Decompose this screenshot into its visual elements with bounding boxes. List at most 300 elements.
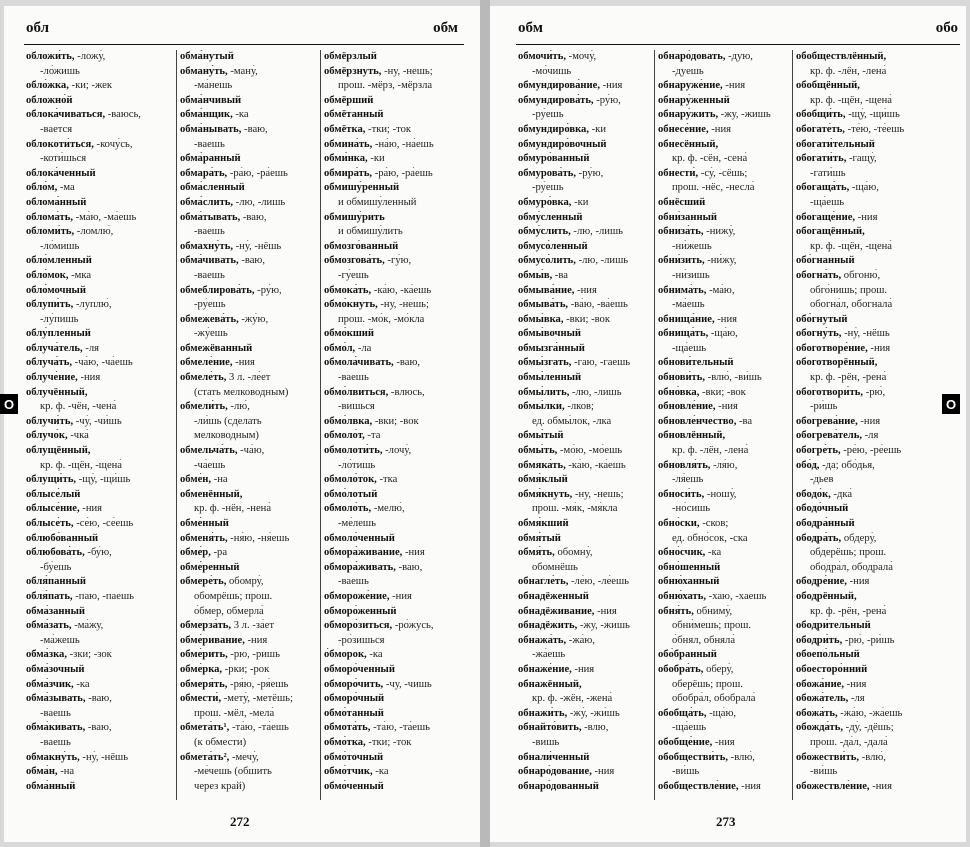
entry-continuation	[26, 561, 172, 576]
grammatical-forms: -жу́ешь	[194, 328, 228, 340]
headword: обмы́вочный	[518, 328, 581, 340]
dictionary-entry	[324, 50, 470, 65]
dictionary-entry	[796, 415, 942, 430]
dictionary-entry	[518, 721, 664, 736]
dictionary-entry	[26, 473, 172, 488]
grammatical-forms: -щу́, -щи́шь	[845, 109, 900, 121]
entry-continuation	[180, 590, 326, 605]
headword: обмяка́ть,	[518, 459, 566, 471]
dictionary-entry	[796, 342, 942, 357]
headword: обло́мок,	[26, 269, 69, 281]
dictionary-entry	[796, 181, 942, 196]
dictionary-entry	[26, 692, 172, 707]
entry-continuation	[180, 459, 326, 474]
entry-continuation	[796, 167, 942, 182]
dictionary-entry	[26, 532, 172, 547]
headword: обнови́тельный	[658, 357, 734, 369]
headword: обмолоти́ть,	[324, 445, 383, 457]
grammatical-forms: -лю, -лишь	[569, 386, 622, 398]
dictionary-entry	[658, 400, 804, 415]
headword: обновле́ние,	[658, 401, 716, 413]
grammatical-forms: -ману́,	[227, 65, 258, 77]
grammatical-forms: обниму́,	[693, 605, 733, 617]
grammatical-forms: -вишь	[532, 736, 560, 748]
entry-continuation	[324, 371, 470, 386]
grammatical-forms: -ро́зишься	[338, 634, 385, 646]
entry-continuation	[324, 634, 470, 649]
headword: облучо́к,	[26, 430, 68, 442]
headword: обма́сленный	[180, 182, 245, 194]
dictionary-entry	[658, 459, 804, 474]
entry-continuation	[796, 196, 942, 211]
grammatical-forms: -ваю,	[238, 255, 265, 267]
headword: обогрева́тель,	[796, 430, 862, 442]
grammatical-forms: -бу́ю,	[84, 547, 112, 559]
headword: обобществлённый,	[796, 51, 887, 62]
headword: обожа́ть,	[796, 707, 838, 719]
grammatical-forms: -мо́ю, -мо́ешь	[557, 445, 623, 457]
entry-continuation	[658, 152, 804, 167]
entry-continuation	[796, 473, 942, 488]
dictionary-entry	[180, 94, 326, 109]
grammatical-forms: -ма́ю,	[706, 284, 735, 296]
headword: облока́чиваться,	[26, 109, 106, 121]
grammatical-forms: -те́ю, -те́ешь	[844, 123, 905, 135]
grammatical-forms: -ло́тишь	[338, 459, 376, 471]
headword: обмахну́ть,	[180, 240, 233, 252]
entry-continuation	[518, 65, 664, 80]
entry-continuation	[324, 313, 470, 328]
grammatical-forms: -ния	[712, 736, 735, 748]
dictionary-entry	[518, 269, 664, 284]
dictionary-entry	[180, 648, 326, 663]
headword: обню́хать,	[658, 590, 707, 602]
header-rule	[516, 44, 960, 45]
dictionary-entry	[658, 211, 804, 226]
grammatical-forms: -ри́шь	[810, 401, 838, 413]
entry-continuation	[658, 692, 804, 707]
dictionary-entry	[26, 386, 172, 401]
grammatical-forms: -ния	[857, 415, 881, 427]
grammatical-forms: -ну́, -нёшь	[79, 751, 129, 763]
headword: обмёрзнуть,	[324, 65, 382, 77]
grammatical-forms: -ка	[73, 678, 90, 690]
headword: обмы́лки,	[518, 401, 565, 413]
dictionary-entry	[26, 751, 172, 766]
headword: обмина́ть,	[324, 138, 373, 150]
dictionary-entry	[518, 342, 664, 357]
entry-continuation	[180, 605, 326, 620]
headword: обогре́ть,	[796, 445, 841, 457]
grammatical-forms: -паю, -паешь	[72, 590, 134, 602]
dictionary-entry	[518, 225, 664, 240]
headword: обобщённый,	[796, 80, 860, 92]
headword: обогаща́ть,	[796, 182, 850, 194]
entry-continuation	[658, 765, 804, 780]
grammatical-forms: -ломлю́,	[74, 226, 114, 238]
headword: обмороже́ние,	[324, 590, 390, 602]
grammatical-forms: прош. -мя́к, -мя́кла	[532, 503, 618, 515]
headword: обло́мленный	[26, 255, 92, 267]
dictionary-entry	[518, 619, 664, 634]
dictionary-entry	[26, 429, 172, 444]
headword: обмы́ть,	[518, 445, 558, 457]
grammatical-forms: -ща́ешь	[672, 342, 707, 354]
headword: обнаро́дование,	[518, 766, 592, 778]
headword: обмо́тка,	[324, 736, 366, 748]
entry-continuation	[324, 196, 470, 211]
headword: обморо́женный	[324, 605, 397, 617]
grammatical-forms: -гати́шь	[810, 167, 846, 179]
entry-continuation	[26, 707, 172, 722]
dictionary-entry	[518, 517, 664, 532]
grammatical-forms: обобра́л, обобрала́	[672, 693, 756, 705]
grammatical-forms: о́бнял, обняла́	[672, 634, 736, 646]
grammatical-forms: обни́мешь; прош.	[672, 620, 752, 632]
dictionary-entry	[180, 123, 326, 138]
entry-continuation	[324, 79, 470, 94]
dictionary-entry	[324, 721, 470, 736]
dictionary-entry	[796, 692, 942, 707]
dictionary-entry	[324, 619, 470, 634]
headword: обмота́ть,	[324, 722, 371, 734]
headword: обнесённый,	[658, 138, 719, 150]
headword: обмёрший	[324, 94, 374, 106]
dictionary-entry	[518, 634, 664, 649]
running-head-left: обм	[518, 20, 543, 36]
dictionary-entry	[26, 342, 172, 357]
dictionary-entry	[324, 211, 470, 226]
dictionary-entry	[180, 211, 326, 226]
grammatical-forms: -ка	[232, 109, 249, 121]
entry-continuation	[26, 240, 172, 255]
grammatical-forms: -ношу́,	[704, 488, 737, 500]
dictionary-entry	[658, 561, 804, 576]
dictionary-entry	[324, 298, 470, 313]
dictionary-entry	[796, 79, 942, 94]
grammatical-forms: -лу́пишь	[40, 313, 79, 325]
entry-continuation	[796, 298, 942, 313]
entry-continuation	[658, 473, 804, 488]
entry-continuation	[26, 459, 172, 474]
headword: обнагле́ть,	[518, 576, 569, 588]
entry-continuation	[518, 561, 664, 576]
entry-continuation	[324, 517, 470, 532]
headword: обобществи́ть,	[658, 751, 729, 763]
entry-continuation	[796, 605, 942, 620]
column-3	[796, 50, 942, 794]
grammatical-forms: -ка	[372, 766, 389, 778]
dictionary-entry	[324, 473, 470, 488]
headword: обмеле́ть,	[180, 372, 227, 384]
dictionary-entry	[518, 751, 664, 766]
headword: обно́вка,	[658, 386, 700, 398]
grammatical-forms: -ча́ю,	[237, 445, 265, 457]
grammatical-forms: -ка	[705, 547, 722, 559]
grammatical-forms: -гу́ешь	[338, 269, 369, 281]
dictionary-entry	[796, 721, 942, 736]
grammatical-forms: -мечу́,	[229, 751, 259, 763]
book-gutter	[480, 0, 490, 847]
headword: обнища́ние,	[658, 313, 715, 325]
entry-continuation	[796, 284, 942, 299]
headword: обмо́лотый	[324, 488, 378, 500]
headword: обмоло́ченный	[324, 532, 395, 544]
headword: обня́ть,	[658, 605, 694, 617]
dictionary-entry	[180, 561, 326, 576]
dictionary-entry	[658, 108, 804, 123]
headword: обо́д,	[796, 459, 820, 471]
dictionary-entry	[518, 371, 664, 386]
dictionary-entry	[26, 415, 172, 430]
dictionary-entry	[180, 692, 326, 707]
grammatical-forms: -ли́шь (сделать	[194, 415, 262, 427]
headword: обмоло́ть,	[324, 503, 372, 515]
dictionary-entry	[796, 663, 942, 678]
entry-continuation	[796, 65, 942, 80]
grammatical-forms: -ща́ю,	[849, 182, 879, 194]
headword: обнайто́вить,	[518, 722, 582, 734]
entry-continuation	[180, 298, 326, 313]
dictionary-entry	[518, 196, 664, 211]
headword: обмы́в,	[518, 269, 553, 281]
headword: обмора́живание,	[324, 547, 403, 559]
dictionary-entry	[796, 575, 942, 590]
dictionary-entry	[324, 342, 470, 357]
dictionary-entry	[796, 50, 942, 65]
grammatical-forms: -ща́ешь	[672, 722, 707, 734]
entry-continuation	[324, 575, 470, 590]
headword: облу́пленный	[26, 328, 91, 340]
grammatical-forms: -та	[364, 430, 381, 442]
dictionary-entry	[324, 240, 470, 255]
headword: ободри́ть,	[796, 634, 843, 646]
headword: обмерза́ть,	[180, 620, 232, 632]
headword: обмурова́ть,	[518, 167, 577, 179]
dictionary-entry	[26, 546, 172, 561]
grammatical-forms: -бу́ешь	[40, 561, 72, 573]
entry-continuation	[180, 780, 326, 795]
grammatical-forms: -вки; -вок	[699, 386, 746, 398]
headword: о́бморок,	[324, 649, 367, 661]
entry-continuation	[324, 225, 470, 240]
headword: обно́шенный	[658, 561, 721, 573]
grammatical-forms: -ния	[708, 123, 732, 135]
entry-continuation	[26, 634, 172, 649]
grammatical-forms: -ро́жусь,	[392, 620, 434, 632]
grammatical-forms: -хаю, -хаешь	[706, 590, 767, 602]
dictionary-entry	[658, 79, 804, 94]
entry-continuation	[26, 736, 172, 751]
grammatical-forms: -ка	[366, 649, 383, 661]
headword: обмира́ть,	[324, 167, 373, 179]
grammatical-forms: -мка	[68, 269, 92, 281]
headword: обмо́лвиться,	[324, 386, 389, 398]
headword: обожа́ние,	[796, 678, 845, 690]
headword: обнести́,	[658, 167, 699, 179]
grammatical-forms: -ва	[736, 415, 753, 427]
grammatical-forms: -рю, -ришь	[227, 649, 280, 661]
dictionary-entry	[518, 94, 664, 109]
dictionary-entry	[180, 517, 326, 532]
headword: обма́нутый	[180, 51, 234, 62]
headword: обмы́ленный	[518, 372, 582, 384]
headword: обло́м,	[26, 182, 58, 194]
dictionary-entry	[518, 663, 664, 678]
dictionary-entry	[796, 648, 942, 663]
dictionary-entry	[658, 123, 804, 138]
grammatical-forms: -ни́зишь	[672, 269, 710, 281]
dictionary-entry	[26, 590, 172, 605]
grammatical-forms: -ре́ю, -ре́ешь	[840, 445, 902, 457]
headword: обожествле́ние,	[796, 780, 870, 792]
grammatical-forms: -ложу́,	[74, 51, 106, 62]
headword: обни́занный	[658, 211, 717, 223]
grammatical-forms: оберёшь; прош.	[672, 678, 743, 690]
entry-continuation	[180, 225, 326, 240]
grammatical-forms: кр. ф. -лён, -лена́	[810, 65, 887, 77]
dictionary-entry	[26, 605, 172, 620]
grammatical-forms: -вки; -вок	[372, 415, 419, 427]
headword: облучённый,	[26, 386, 88, 398]
headword: обморо́чить,	[324, 678, 384, 690]
dictionary-entry	[180, 196, 326, 211]
entry-continuation	[180, 269, 326, 284]
grammatical-forms: -ния	[571, 663, 595, 675]
headword: обо́гнанный	[796, 255, 855, 267]
entry-continuation	[180, 415, 326, 430]
headword: обме́нный	[180, 518, 229, 529]
grammatical-forms: -ки	[589, 123, 606, 135]
headword: обнаруже́ние,	[658, 80, 723, 92]
dictionary-entry	[658, 707, 804, 722]
headword: ободри́тельный	[796, 620, 871, 632]
grammatical-forms: прош. -мо́к, -мо́кла	[338, 313, 425, 325]
grammatical-forms: -ля	[82, 342, 100, 354]
dictionary-entry	[324, 663, 470, 678]
grammatical-forms: -ру́ешь	[532, 182, 564, 194]
entry-continuation	[180, 429, 326, 444]
dictionary-entry	[26, 765, 172, 780]
column-divider	[176, 50, 177, 800]
grammatical-forms: -вишься	[338, 401, 375, 413]
grammatical-forms: -ма́жу,	[71, 620, 104, 632]
dictionary-entry	[180, 313, 326, 328]
grammatical-forms: -ни́жу,	[704, 255, 737, 267]
grammatical-forms: -ваю,	[241, 123, 268, 135]
headword: обмежёванный	[180, 342, 253, 354]
entry-continuation	[518, 502, 664, 517]
headword: обмётанный	[324, 109, 384, 121]
headword: обме́рка,	[180, 663, 223, 675]
headword: обма́занный	[26, 605, 85, 617]
column-divider	[320, 50, 321, 800]
grammatical-forms: -жа́ешь	[532, 649, 566, 661]
grammatical-forms: -ния	[574, 284, 597, 296]
grammatical-forms: -ра	[210, 547, 228, 559]
headword: обмо́танный	[324, 707, 384, 719]
dictionary-entry	[180, 356, 326, 371]
dictionary-entry	[658, 371, 804, 386]
headword: обмя́кнуть,	[518, 488, 573, 500]
dictionary-entry	[518, 605, 664, 620]
grammatical-forms: -ваю,	[395, 561, 423, 573]
dictionary-entry	[658, 605, 804, 620]
grammatical-forms: -ния	[738, 780, 761, 792]
grammatical-forms: прош. -нёс, -несла́	[672, 182, 755, 194]
grammatical-forms: -рю́,	[863, 386, 886, 398]
dictionary-entry	[518, 386, 664, 401]
dictionary-entry	[796, 123, 942, 138]
grammatical-forms: -ваюсь,	[105, 109, 141, 121]
dictionary-entry	[518, 444, 664, 459]
grammatical-forms: -ща́ешь	[810, 196, 845, 208]
dictionary-entry	[26, 211, 172, 226]
dictionary-entry	[180, 721, 326, 736]
headword: обма́чивать,	[180, 255, 239, 267]
grammatical-forms: -ваю,	[393, 357, 421, 369]
entry-continuation	[658, 342, 804, 357]
grammatical-forms: -влюсь,	[388, 386, 425, 398]
dictionary-entry	[324, 502, 470, 517]
dictionary-entry	[658, 167, 804, 182]
grammatical-forms: -ру́ю,	[576, 167, 604, 179]
grammatical-forms: -ваешь	[338, 372, 369, 384]
headword: обобще́ние,	[658, 736, 713, 748]
dictionary-entry	[26, 356, 172, 371]
headword: облюбо́ванный	[26, 532, 99, 544]
dictionary-entry	[324, 138, 470, 153]
page-number: 272	[230, 814, 250, 829]
dictionary-entry	[796, 634, 942, 649]
dictionary-entry	[658, 751, 804, 766]
headword: обме́ривание,	[180, 634, 245, 646]
dictionary-entry	[180, 532, 326, 547]
grammatical-forms: -рки; -рок	[222, 663, 270, 675]
entry-continuation	[658, 269, 804, 284]
headword: обнима́ть,	[658, 284, 707, 296]
grammatical-forms: -мо́чишь	[532, 65, 572, 77]
entry-continuation	[518, 692, 664, 707]
headword: обмере́ть,	[180, 576, 227, 588]
grammatical-forms: -ния	[715, 401, 738, 413]
grammatical-forms: -ля	[862, 430, 879, 442]
headword: обмя́клый	[518, 474, 568, 486]
headword: обмы́вка,	[518, 313, 564, 325]
headword: обмели́ть,	[180, 401, 228, 413]
headword: обнадёживание,	[518, 605, 595, 617]
dictionary-entry	[324, 254, 470, 269]
dictionary-entry	[324, 561, 470, 576]
entry-continuation	[796, 400, 942, 415]
headword: обма́зывать,	[26, 693, 86, 705]
headword: обожда́ть,	[796, 722, 844, 734]
headword: обмеблирова́ть,	[180, 284, 255, 296]
dictionary-entry	[796, 138, 942, 153]
headword: обмета́ть¹,	[180, 722, 230, 734]
headword: обморо́ченный	[324, 663, 395, 675]
headword: обме́ренный	[180, 561, 240, 573]
headword: обню́ханный	[658, 576, 720, 588]
dictionary-entry	[324, 488, 470, 503]
dictionary-entry	[324, 284, 470, 299]
dictionary-entry	[796, 751, 942, 766]
headword: обнажи́ть,	[518, 707, 568, 719]
headword: обобра́ть,	[658, 663, 704, 675]
grammatical-forms: -ваешь	[40, 736, 71, 748]
dictionary-entry	[518, 429, 664, 444]
headword: обнаже́ние,	[518, 663, 572, 675]
